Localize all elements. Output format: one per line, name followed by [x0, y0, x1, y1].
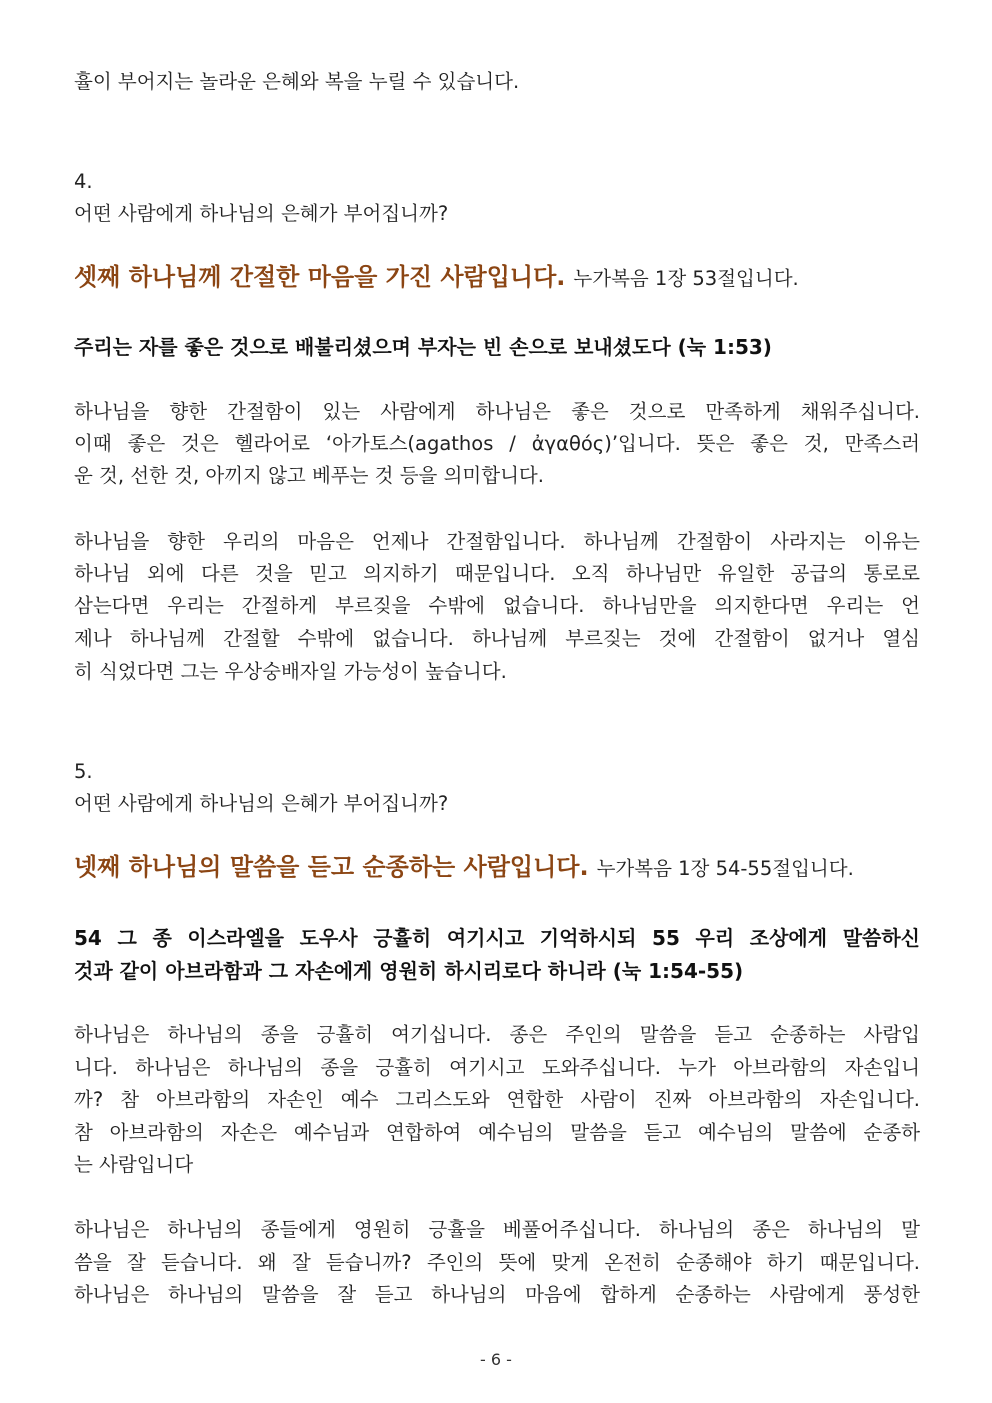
paragraph-line: 제나 하나님께 간절할 수밖에 없습니다. 하나님께 부르짖는 것에 간절함이 없거나 열심: [74, 627, 920, 650]
bible-verse-line: 것과 같이 아브라함과 그 자손에게 영원히 하시리로다 하니라 (눅 1:54-55): [74, 959, 744, 983]
paragraph-line: 하나님은 하나님의 종을 긍휼히 여기십니다. 종은 주인의 말씀을 듣고 순종하는 사람입: [74, 1023, 920, 1046]
paragraph-line: 삼는다면 우리는 간절하게 부르짖을 수밖에 없습니다. 하나님만을 의지한다면 우리는 언: [74, 594, 920, 617]
section-heading-row: [74, 855, 854, 881]
section-question: 어떤 사람에게 하나님의 은혜가 부어집니까?: [74, 792, 449, 815]
section-heading: 셋째 하나님께 간절한 마음을 가진 사람입니다.: [74, 263, 566, 291]
paragraph-line: 하나님 외에 다른 것을 믿고 의지하기 때문입니다. 오직 하나님만 유일한 공급의 통로로: [74, 562, 920, 585]
paragraph-line: 니다. 하나님은 하나님의 종을 긍휼히 여기시고 도와주십니다. 누가 아브라함의 자손입니: [74, 1056, 920, 1079]
section-heading-row: [74, 265, 799, 291]
scripture-reference: 누가복음 1장 53절입니다.: [573, 267, 799, 290]
page-number: - 6 -: [480, 1350, 512, 1369]
paragraph-line: 까? 참 아브라함의 자손인 예수 그리스도와 연합한 사람이 진짜 아브라함의 자손입니다.: [74, 1088, 920, 1111]
paragraph-line: 참 아브라함의 자손은 예수님과 연합하여 예수님의 말씀을 듣고 예수님의 말씀에 순종하: [74, 1121, 920, 1144]
paragraph-line: 하나님을 향한 간절함이 있는 사람에게 하나님은 좋은 것으로 만족하게 채워주십니다.: [74, 400, 920, 423]
paragraph-line: 하나님은 하나님의 종들에게 영원히 긍휼을 베풀어주십니다. 하나님의 종은 하나님의 말: [74, 1218, 920, 1241]
scripture-reference: 누가복음 1장 54-55절입니다.: [596, 857, 854, 880]
section-number: 4.: [74, 170, 93, 193]
paragraph-line: 하나님은 하나님의 말씀을 잘 듣고 하나님의 마음에 합하게 순종하는 사람에게 풍성한: [74, 1283, 920, 1306]
section-number: 5.: [74, 760, 93, 783]
paragraph-line: 이때 좋은 것은 헬라어로 ‘아가토스(agathos / ἀγαθός)’입니다. 뜻은 좋은 것, 만족스러: [74, 432, 920, 455]
section-question: 어떤 사람에게 하나님의 은혜가 부어집니까?: [74, 202, 449, 225]
paragraph-line: 는 사람입니다: [74, 1153, 194, 1176]
paragraph-line: 운 것, 선한 것, 아끼지 않고 베푸는 것 등을 의미합니다.: [74, 464, 544, 487]
bible-verse-line: 54 그 종 이스라엘을 도우사 긍휼히 여기시고 기억하시되 55 우리 조상에게 말씀하신: [74, 926, 920, 950]
section-heading: 넷째 하나님의 말씀을 듣고 순종하는 사람입니다.: [74, 853, 589, 881]
paragraph-line: 씀을 잘 듣습니다. 왜 잘 듣습니까? 주인의 뜻에 맞게 온전히 순종해야 하기 때문입니다.: [74, 1251, 920, 1274]
body-text-line: 휼이 부어지는 놀라운 은혜와 복을 누릴 수 있습니다.: [74, 70, 520, 93]
paragraph-line: 하나님을 향한 우리의 마음은 언제나 간절함입니다. 하나님께 간절함이 사라지는 이유는: [74, 530, 920, 553]
paragraph-line: 히 식었다면 그는 우상숭배자일 가능성이 높습니다.: [74, 660, 507, 683]
bible-verse: 주리는 자를 좋은 것으로 배불리셨으며 부자는 빈 손으로 보내셨도다 (눅 1:53): [74, 335, 772, 359]
